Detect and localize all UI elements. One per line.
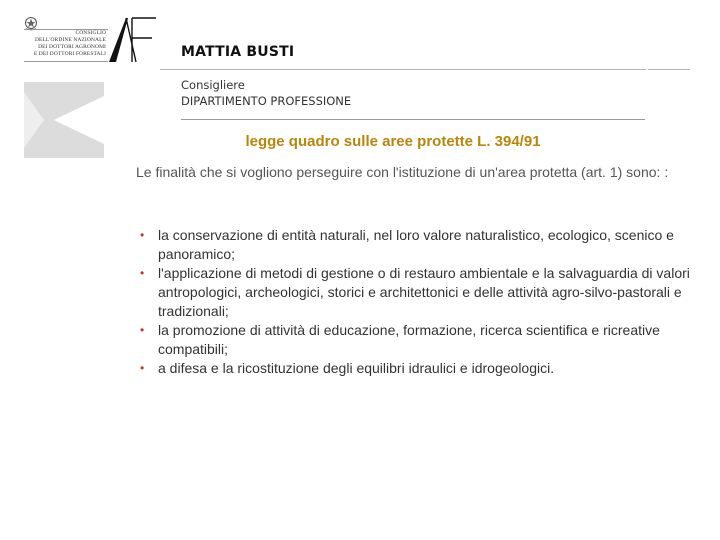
logo-mark-text: AF [106,14,108,15]
slide-title: legge quadro sulle aree protette L. 394/91 [245,133,541,150]
list-item [136,226,696,264]
bullet-icon: • [140,323,145,337]
author-department: DIPARTIMENTO PROFESSIONE [181,94,352,108]
org-name [24,30,106,58]
header-divider-right [648,69,690,70]
list-item [136,359,696,378]
list-item [136,264,696,321]
list-item-text: a difesa e la ricostituzione degli equilibri idraulici e idrogeologici. [158,360,555,376]
header-divider [160,69,646,70]
org-bottom-rule [24,61,108,62]
author-role: Consigliere [181,78,245,92]
list-item [136,321,696,359]
intro-text: Le finalità che si vogliono perseguire con l'istituzione di un'area protetta (art. 1) sono: : [136,164,669,180]
bullet-icon: • [140,266,145,280]
department-divider [181,119,645,120]
org-line: DELL'ORDINE NAZIONALE [34,37,106,43]
bullet-icon: • [140,361,145,375]
author-name: MATTIA BUSTI [181,44,295,60]
list-item-text: la promozione di attività di educazione, formazione, ricerca scientifica e ricreative compatibili; [158,322,660,357]
af-logo-icon [106,14,158,64]
org-line: DEI DOTTORI AGRONOMI [38,44,106,50]
list-item-text: l'applicazione di metodi di gestione o di restauro ambientale e la salvaguardia di valori antropologici, archeologici, storici e architettonici e delle attività agro-silvo-pastorali e tradizionali; [158,265,690,319]
bullet-icon: • [140,228,145,242]
org-line: CONSIGLIO [75,30,106,36]
objectives-list [136,226,696,378]
list-item-text: la conservazione di entità naturali, nel loro valore naturalistico, ecologico, scenico e panoramico; [158,227,674,262]
org-line: E DEI DOTTORI FORESTALI [33,51,106,57]
